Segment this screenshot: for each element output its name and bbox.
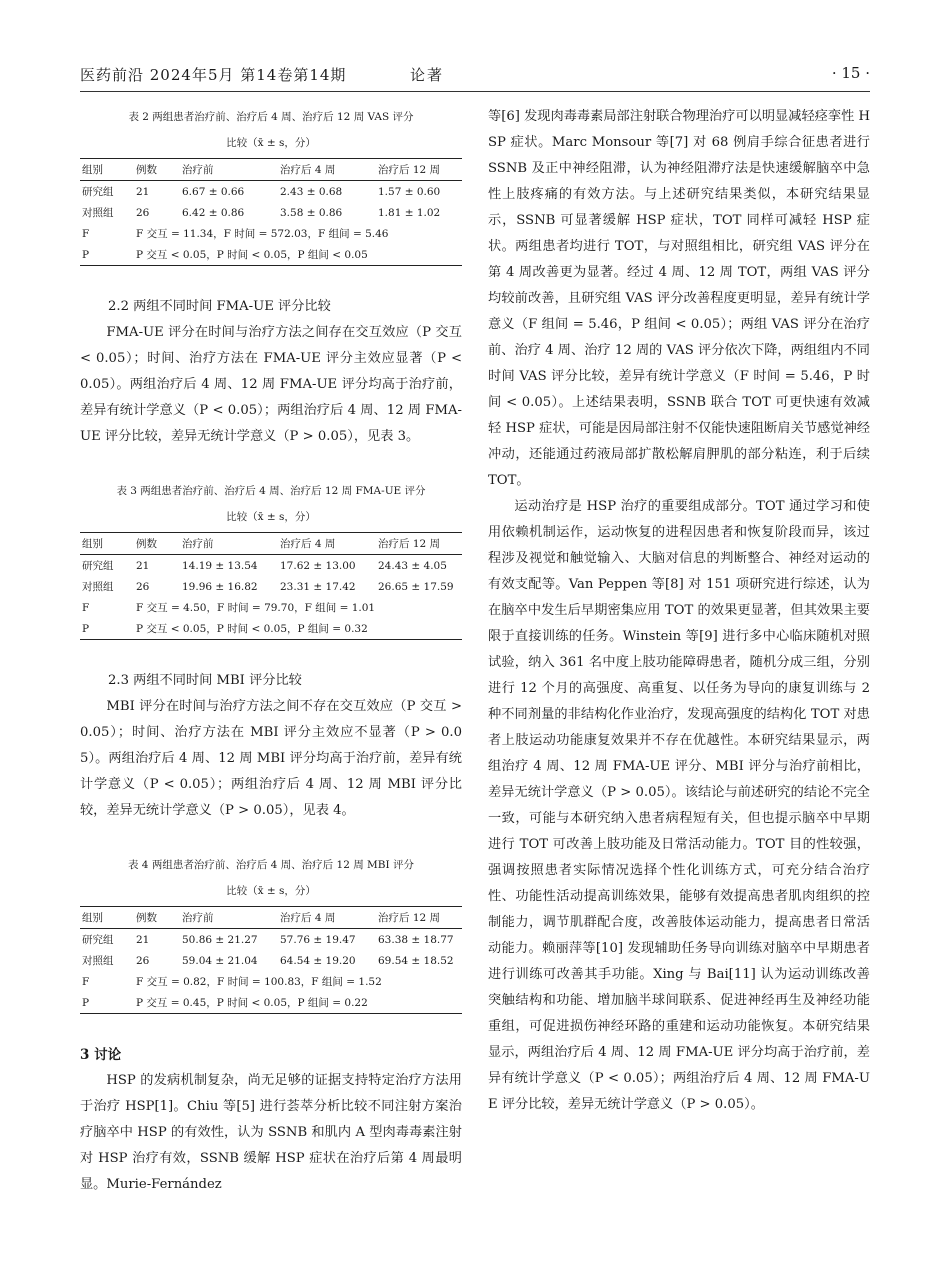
journal-info: 医药前沿 2024年5月 第14卷第14期 <box>80 66 347 84</box>
table-cell: 26 <box>136 954 150 967</box>
table-cell: 23.31 ± 17.42 <box>280 580 356 593</box>
table-cell: F <box>82 975 90 988</box>
table-cell: 1.57 ± 0.60 <box>378 185 441 198</box>
table-caption: 表 3 两组患者治疗前、治疗后 4 周、治疗后 12 周 FMA-UE 评分 <box>116 485 426 497</box>
table-cell: 对照组 <box>82 581 114 593</box>
table-row-p <box>80 992 462 1014</box>
table-row-f <box>80 223 462 244</box>
right-column <box>488 104 870 1118</box>
table-cell: P <box>80 992 134 1014</box>
table-cell: 26.65 ± 17.59 <box>378 580 454 593</box>
paragraph: MBI 评分在时间与治疗方法之间不存在交互效应（P 交互 > 0.05）；时间、治疗方法在 MBI 评分主效应不显著（P > 0.05）。两组治疗后 4 周、12 周 MBI 评分均高于治疗前，差异有统计学意义（P < 0.05）；两组治疗后 4 周、12 周 MBI 评分比较，差异无统计学意义（P > 0.05），见表 4。 <box>80 699 462 818</box>
column-header: 治疗前 <box>180 159 278 181</box>
table-3 <box>80 478 462 640</box>
p-values: P 交互 = 0.45，P 时间 < 0.05，P 组间 = 0.22 <box>134 992 462 1014</box>
f-statistics: F 交互 = 4.50，F 时间 = 79.70，F 组间 = 1.01 <box>136 602 376 614</box>
column-header: 组别 <box>80 159 134 181</box>
table-cell: 研究组 <box>82 186 114 198</box>
table-cell: 26 <box>136 206 150 219</box>
data-table <box>80 906 462 1014</box>
table-cell: 3.58 ± 0.86 <box>280 206 343 219</box>
table-cell: 26 <box>136 580 150 593</box>
table-cell: 21 <box>136 559 150 572</box>
column-header: 例数 <box>134 159 180 181</box>
table-cell: 69.54 ± 18.52 <box>378 954 454 967</box>
table-cell: 6.42 ± 0.86 <box>182 206 245 219</box>
column-header: 例数 <box>134 907 180 929</box>
table-cell: 对照组 <box>82 207 114 219</box>
table-cell: 研究组 <box>82 934 114 946</box>
column-header: 治疗后 12 周 <box>376 159 462 181</box>
f-statistics: F 交互 = 0.82，F 时间 = 100.83，F 组间 = 1.52 <box>136 976 382 988</box>
table-cell: P <box>80 618 134 640</box>
table-row-p <box>80 244 462 266</box>
paragraph: 运动治疗是 HSP 治疗的重要组成部分。TOT 通过学习和使用依赖机制运作，运动恢复的进程因患者和恢复阶段而异，该过程涉及视觉和触觉输入、大脑对信息的判断整合、神经对运动的有效支配等。Van Peppen 等[8] 对 151 项研究进行综述，认为在脑卒中发生后早期密集应用 TOT 的效果更显著，但其效果主要限于直接训练的任务。Winstein 等[9] 进行多中心临床随机对照试验，纳入 361 名中度上肢功能障碍患者，随机分成三组，分别进行 12 个月的高强度、高重复、以任务为导向的康复训练与 2 种不同剂量的非结构化作业治疗，发现高强度的结构化 TOT 对患者上肢运动功能康复效果并不存在优越性。本研究结果显示，两组治疗 4 周、12 周 FMA-UE 评分、MBI 评分与治疗前相比，差异无统计学意义（P > 0.05）。该结论与前述研究的结论不完全一致，可能与本研究纳入患者病程短有关，但也提示脑卒中早期进行 TOT 可改善上肢功能及日常活动能力。TOT 目的性较强，强调按照患者实际情况选择个性化训练方式，可充分结合治疗性、功能性活动提高训练效果，能够有效提高患者肌肉组织的控制能力，调节肌群配合度，改善肢体运动能力，提高患者日常活动能力。赖丽萍等[10] 发现辅助任务导向训练对脑卒中早期患者进行训练可改善其手功能。Xing 与 Bai[11] 认为运动训练改善突触结构和功能、增加脑半球间联系、促进神经再生及神经功能重组，可促进损伤神经环路的重建和运动功能恢复。本研究结果显示，两组治疗后 4 周、12 周 FMA-UE 评分均高于治疗前，差异有统计学意义（P < 0.05）；两组治疗后 4 周、12 周 FMA-UE 评分比较，差异无统计学意义（P > 0.05）。 <box>488 499 870 1112</box>
table-row-f <box>80 971 462 992</box>
table-caption-line2: 比较（x̄ ± s，分） <box>226 137 316 149</box>
data-table <box>80 532 462 640</box>
table-cell: 19.96 ± 16.82 <box>182 580 258 593</box>
paragraph: FMA-UE 评分在时间与治疗方法之间存在交互效应（P 交互 < 0.05）；时间、治疗方法在 FMA-UE 评分主效应显著（P < 0.05）。两组治疗后 4 周、12 周 FMA-UE 评分均高于治疗前，差异有统计学意义（P < 0.05）；两组治疗后 4 周、12 周 FMA-UE 评分比较，差异无统计学意义（P > 0.05），见表 3。 <box>80 325 462 444</box>
table-cell: F <box>82 227 90 240</box>
p-values: P 交互 < 0.05，P 时间 < 0.05，P 组间 < 0.05 <box>134 244 462 266</box>
table-row <box>80 555 462 577</box>
table-row <box>80 950 462 971</box>
table-caption: 表 4 两组患者治疗前、治疗后 4 周、治疗后 12 周 MBI 评分 <box>127 859 415 871</box>
table-cell: 2.43 ± 0.68 <box>280 185 343 198</box>
column-header: 治疗后 4 周 <box>278 159 376 181</box>
table-cell: 对照组 <box>82 955 114 967</box>
column-header: 治疗后 12 周 <box>376 907 462 929</box>
column-header: 组别 <box>80 907 134 929</box>
header-rule <box>80 91 870 92</box>
table-row-p <box>80 618 462 640</box>
table-row <box>80 181 462 203</box>
table-row <box>80 202 462 223</box>
table-4 <box>80 852 462 1014</box>
column-header: 治疗前 <box>180 907 278 929</box>
table-cell: 17.62 ± 13.00 <box>280 559 356 572</box>
section-heading-3: 3 讨论 <box>80 1047 122 1063</box>
page-number: · 15 · <box>831 64 870 82</box>
data-table <box>80 158 462 266</box>
left-column <box>80 104 462 1198</box>
section-heading-2-2: 2.2 两组不同时间 FMA-UE 评分比较 <box>108 299 331 314</box>
f-statistics: F 交互 = 11.34，F 时间 = 572.03，F 组间 = 5.46 <box>136 228 389 240</box>
p-values: P 交互 < 0.05，P 时间 < 0.05，P 组间 = 0.32 <box>134 618 462 640</box>
table-cell: P <box>80 244 134 266</box>
table-caption-line2: 比较（x̄ ± s，分） <box>226 885 316 897</box>
table-cell: 1.81 ± 1.02 <box>378 206 441 219</box>
table-cell: 50.86 ± 21.27 <box>182 933 258 946</box>
paragraph: 等[6] 发现肉毒毒素局部注射联合物理治疗可以明显减轻痉挛性 HSP 症状。Marc Monsour 等[7] 对 68 例肩手综合征患者进行 SSNB 及正中神经阻滞，认为神经阻滞疗法是快速缓解脑卒中急性上肢疼痛的有效方法。与上述研究结果类似，本研究结果显示，SSNB 可显著缓解 HSP 症状，TOT 同样可减轻 HSP 症状。两组患者均进行 TOT，与对照组相比，研究组 VAS 评分在第 4 周改善更为显著。经过 4 周、12 周 TOT，两组 VAS 评分均较前改善，且研究组 VAS 评分改善程度更明显，差异有统计学意义（F 组间 = 5.46，P 组间 < 0.05）；两组 VAS 评分在治疗前、治疗 4 周、治疗 12 周的 VAS 评分依次下降，两组组内不同时间 VAS 评分比较，差异有统计学意义（F 时间 = 5.46，P 时间 < 0.05）。上述结果表明，SSNB 联合 TOT 可更快速有效减轻 HSP 症状，可能是因局部注射不仅能快速阻断肩关节感觉神经冲动，还能通过药液局部扩散松解肩胛肌的部分粘连，利于后续 TOT。 <box>488 109 870 488</box>
table-cell: 6.67 ± 0.66 <box>182 185 245 198</box>
table-cell: 21 <box>136 933 150 946</box>
paragraph: HSP 的发病机制复杂，尚无足够的证据支持特定治疗方法用于治疗 HSP[1]。Chiu 等[5] 进行荟萃分析比较不同注射方案治疗脑卒中 HSP 的有效性，认为 SSNB 和肌内 A 型肉毒毒素注射对 HSP 治疗有效，SSNB 缓解 HSP 症状在治疗后第 4 周最明显。Murie-Fernández <box>80 1073 462 1192</box>
table-row <box>80 929 462 951</box>
table-cell: 63.38 ± 18.77 <box>378 933 454 946</box>
column-header: 例数 <box>134 533 180 555</box>
running-header <box>80 64 870 86</box>
column-header: 治疗前 <box>180 533 278 555</box>
table-row <box>80 576 462 597</box>
table-caption: 表 2 两组患者治疗前、治疗后 4 周、治疗后 12 周 VAS 评分 <box>128 111 414 123</box>
table-cell: 14.19 ± 13.54 <box>182 559 258 572</box>
column-header: 组别 <box>80 533 134 555</box>
table-cell: 研究组 <box>82 560 114 572</box>
table-cell: 59.04 ± 21.04 <box>182 954 258 967</box>
table-cell: 21 <box>136 185 150 198</box>
column-header: 治疗后 4 周 <box>278 907 376 929</box>
table-cell: F <box>82 601 90 614</box>
table-cell: 64.54 ± 19.20 <box>280 954 356 967</box>
table-cell: 57.76 ± 19.47 <box>280 933 356 946</box>
table-cell: 24.43 ± 4.05 <box>378 559 447 572</box>
table-row-f <box>80 597 462 618</box>
article-type: 论著 <box>410 66 445 84</box>
column-header: 治疗后 4 周 <box>278 533 376 555</box>
table-2 <box>80 104 462 266</box>
column-header: 治疗后 12 周 <box>376 533 462 555</box>
table-caption-line2: 比较（x̄ ± s，分） <box>226 511 316 523</box>
section-heading-2-3: 2.3 两组不同时间 MBI 评分比较 <box>108 673 302 688</box>
